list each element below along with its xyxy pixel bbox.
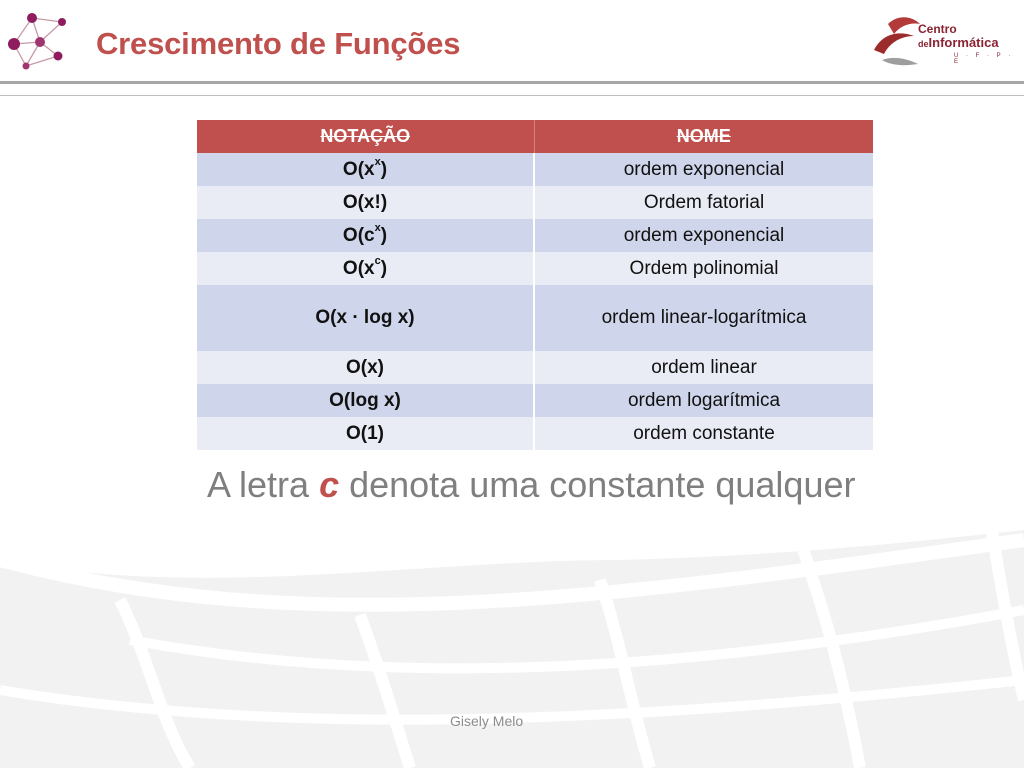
table-row <box>197 417 873 450</box>
name-cell: ordem linear <box>534 351 873 384</box>
notation-table <box>197 120 873 450</box>
notation-cell: O(x!) <box>197 186 534 219</box>
swoosh-logo-icon <box>868 10 924 68</box>
caption-prefix: A letra <box>207 464 320 505</box>
slide-title: Crescimento de Funções <box>96 26 461 61</box>
table-header-row <box>197 120 873 153</box>
name-cell: Ordem polinomial <box>534 252 873 285</box>
logo-text-informatica <box>918 35 999 50</box>
logo-text-ufpe: U · F · P · E <box>954 53 1014 65</box>
name-cell: ordem linear-logarítmica <box>534 285 873 351</box>
header-divider-thick <box>0 81 1024 84</box>
network-logo-icon <box>4 8 72 72</box>
logo-text-centro: Centro <box>918 22 957 36</box>
caption-letter: c <box>319 464 340 505</box>
table-row <box>197 252 873 285</box>
name-cell: ordem exponencial <box>534 219 873 252</box>
logo-text-de: de <box>918 39 929 49</box>
notation-cell: O(1) <box>197 417 534 450</box>
table-row <box>197 153 873 186</box>
header-notation: NOTAÇÃO <box>197 120 534 153</box>
name-cell: Ordem fatorial <box>534 186 873 219</box>
table-row <box>197 186 873 219</box>
notation-cell: O(x) <box>197 351 534 384</box>
author-footer: Gisely Melo <box>450 713 524 729</box>
header-name: NOME <box>534 120 873 153</box>
name-cell: ordem constante <box>534 417 873 450</box>
table-row <box>197 384 873 417</box>
constant-note <box>207 464 855 506</box>
centro-informatica-logo <box>868 10 1014 68</box>
name-cell: ordem logarítmica <box>534 384 873 417</box>
name-cell: ordem exponencial <box>534 153 873 186</box>
header-divider-thin <box>0 95 1024 96</box>
notation-cell: $O(x^c)$ <box>197 252 534 285</box>
notation-cell: O(x · log x) <box>197 285 534 351</box>
notation-cell: $O(c^x)$ <box>197 219 534 252</box>
notation-cell: O(log x) <box>197 384 534 417</box>
logo-text-informatica-word: Informática <box>928 35 999 50</box>
table-row <box>197 351 873 384</box>
caption-suffix: denota uma constante qualquer <box>339 464 856 505</box>
table-row <box>197 219 873 252</box>
table-row <box>197 285 873 351</box>
notation-cell: $O(x^x)$ <box>197 153 534 186</box>
